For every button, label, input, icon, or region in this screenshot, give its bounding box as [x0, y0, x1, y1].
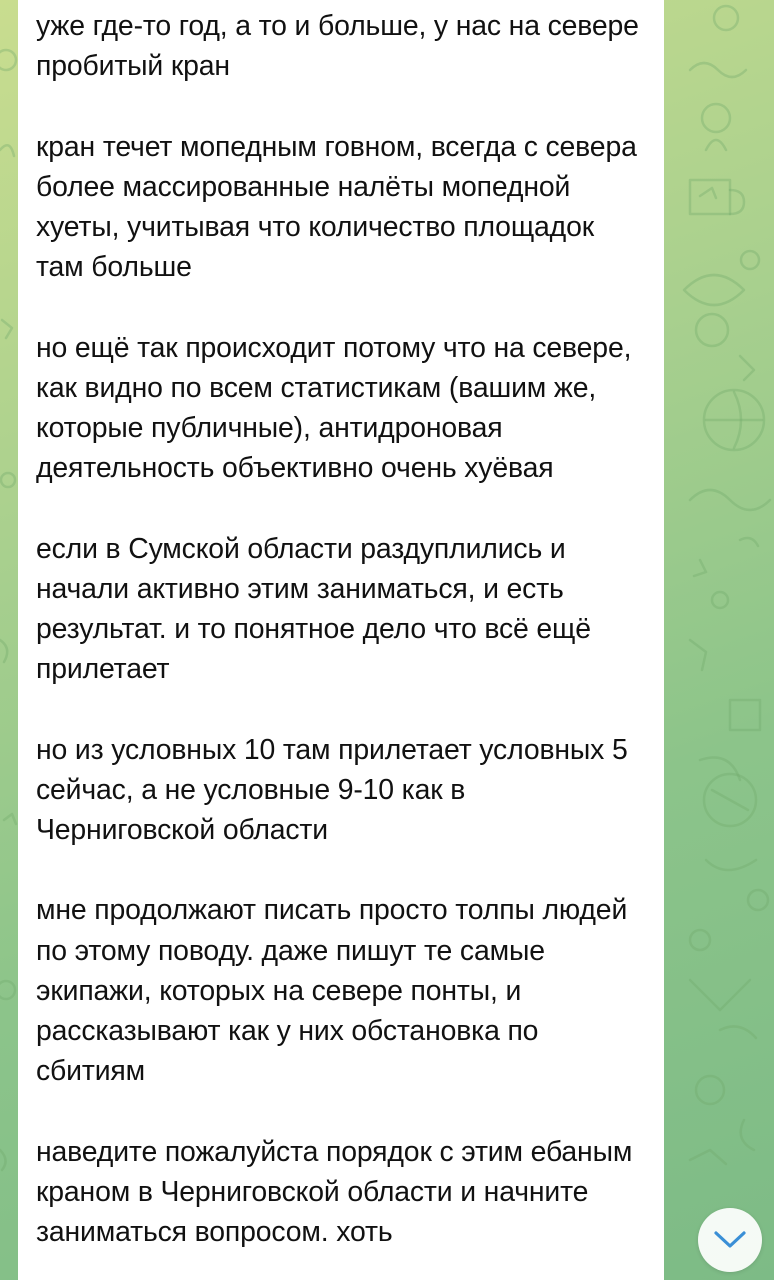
message-paragraph: наведите пожалуйста порядок с этим ебаным краном в Черниговской области и начните заниматься вопросом. хоть [36, 1135, 633, 1248]
message-text [36, 6, 642, 1252]
message-bubble[interactable] [18, 0, 664, 1280]
scroll-to-bottom-button[interactable] [698, 1208, 762, 1272]
message-paragraph: мне продолжают писать просто толпы людей по этому поводу. даже пишут те самые экипажи, которых на севере понты, и рассказывают как у них обстановка по сбитиям [36, 894, 628, 1088]
message-paragraph: уже где-то год, а то и больше, у нас на севере пробитый кран [36, 10, 639, 83]
message-paragraph: но ещё так происходит потому что на севере, как видно по всем статистикам (вашим же, которые публичные), антидроновая деятельность объективно очень хуёвая [36, 331, 632, 485]
message-paragraph: но из условных 10 там прилетает условных 5 сейчас, а не условные 9-10 как в Черниговской области [36, 733, 628, 846]
message-paragraph: если в Сумской области раздуплились и начали активно этим заниматься, и есть результат. и то понятное дело что всё ещё прилетает [36, 532, 591, 686]
chevron-down-icon [713, 1230, 747, 1250]
message-paragraph: кран течет мопедным говном, всегда с севера более массированные налёты мопедной хуеты, учитывая что количество площадок там больше [36, 130, 637, 284]
